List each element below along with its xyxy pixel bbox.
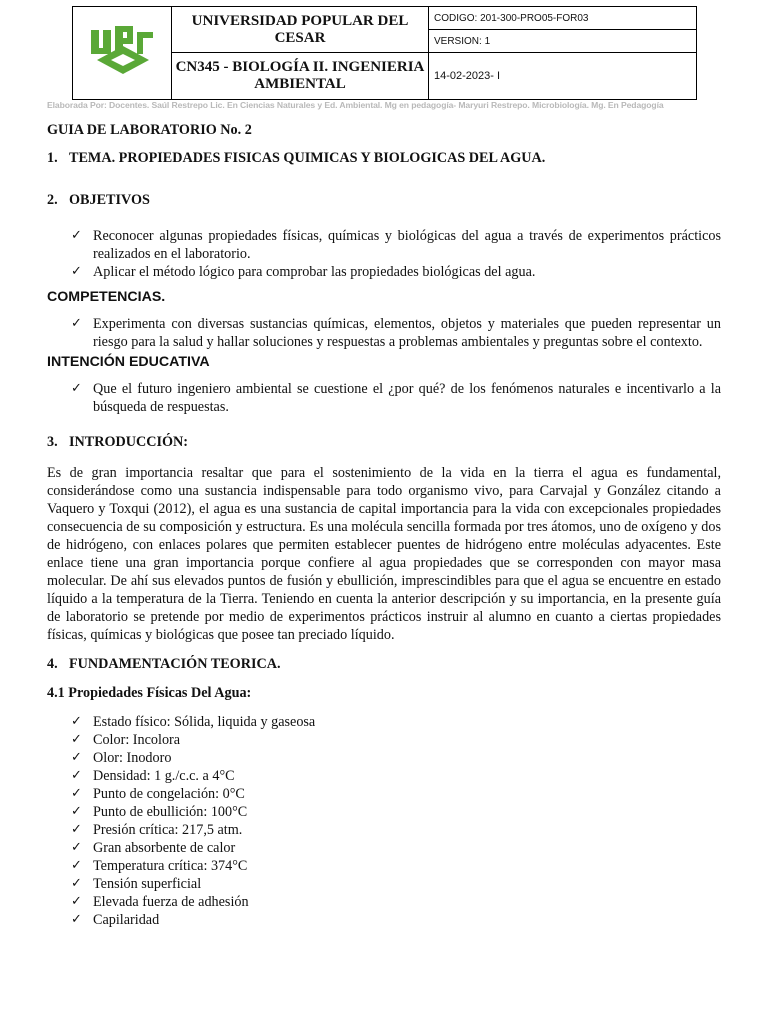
checkmark-icon: ✓	[71, 858, 82, 873]
checkmark-icon: ✓	[71, 804, 82, 819]
list-item: ✓ Gran absorbente de calor	[71, 840, 236, 856]
guide-title: GUIA DE LABORATORIO No. 2	[47, 122, 252, 138]
checkmark-icon: ✓	[71, 822, 82, 837]
objetivos-list	[47, 227, 721, 281]
checkmark-icon: ✓	[71, 381, 82, 396]
list-item: ✓ Densidad: 1 g./c.c. a 4°C	[71, 768, 235, 784]
checkmark-icon: ✓	[71, 876, 82, 891]
checkmark-icon: ✓	[71, 714, 82, 729]
list-item: ✓ Aplicar el método lógico para comprobar las propiedades biológicas del agua.	[71, 264, 536, 280]
section-tema	[47, 149, 721, 167]
upc-logo-icon	[87, 20, 157, 82]
section-title: OBJETIVOS	[69, 192, 150, 208]
checkmark-icon: ✓	[71, 894, 82, 909]
section-introduccion	[47, 433, 721, 451]
list-item: ✓ Olor: Inodoro	[71, 750, 172, 766]
list-item: ✓ Estado físico: Sólida, liquida y gaseosa	[71, 714, 316, 730]
document-body	[47, 121, 721, 929]
subsection-title: 4.1 Propiedades Físicas Del Agua:	[47, 685, 252, 701]
list-item: ✓ Experimenta con diversas sustancias químicas, elementos, objetos y materiales que pueden representar un riesgo para la salud y hallar soluciones y respuestas a problemas ambientales y preguntas sobre el contexto.	[71, 316, 721, 350]
list-item: ✓ Tensión superficial	[71, 876, 202, 892]
checkmark-icon: ✓	[71, 228, 82, 243]
intencion-list	[47, 380, 721, 416]
section-title: TEMA. PROPIEDADES FISICAS QUIMICAS Y BIOLOGICAS DEL AGUA.	[69, 150, 546, 166]
list-item: ✓ Elevada fuerza de adhesión	[71, 894, 249, 910]
checkmark-icon: ✓	[71, 732, 82, 747]
course-title: CN345 - BIOLOGÍA II. INGENIERIA AMBIENTAL	[172, 53, 429, 100]
university-name: UNIVERSIDAD POPULAR DEL CESAR	[172, 7, 429, 53]
section-number: 4.	[47, 656, 58, 672]
author-note: Elaborada Por: Docentes. Saúl Restrepo Lic. En Ciencias Naturales y Ed. Ambiental. Mg en pedagogía- Maryuri Restrepo. Microbiología. Mg. En Pedagogía	[47, 100, 664, 110]
propiedades-list	[47, 713, 721, 929]
document-code: CODIGO: 201-300-PRO05-FOR03	[429, 7, 697, 30]
list-item: ✓ Color: Incolora	[71, 732, 181, 748]
section-number: 2.	[47, 192, 58, 208]
section-number: 3.	[47, 434, 58, 450]
checkmark-icon: ✓	[71, 786, 82, 801]
intencion-title: INTENCIÓN EDUCATIVA	[47, 354, 210, 370]
section-title: INTRODUCCIÓN:	[69, 434, 189, 450]
section-title: FUNDAMENTACIÓN TEORICA.	[69, 656, 281, 672]
introduccion-paragraph: Es de gran importancia resaltar que para el sostenimiento de la vida en la tierra el agua es fundamental, considerándose como una sustancia indispensable para todo organismo vivo, para Carvajal y González citando a Vaquero y Toxqui (2012), el agua es una sustancia de capital importancia para la vida con excepcionales propiedades consecuencia de su composición y estructura. Es una molécula sencilla formada por tres átomos, uno de oxígeno y dos de hidrógeno, con enlaces polares que permiten establecer puentes de hidrógeno entre moléculas adyacentes. Este enlace tiene una gran importancia porque confiere al agua propiedades que se corresponden con mayor masa molecular. De ahí sus elevados puntos de fusión y ebullición, imprescindibles para que el agua se encuentre en estado líquido a la temperatura de la Tierra. Teniendo en cuenta la anterior descripción y su importancia, en la presente guía de laboratorio se pretende por medio de experimentos prácticos instruir al alumno en cuanto a ciertas propiedades físicas, químicas y biológicas que posee tan preciado líquido.	[47, 465, 721, 643]
checkmark-icon: ✓	[71, 768, 82, 783]
university-logo	[73, 7, 172, 100]
list-item: ✓ Reconocer algunas propiedades físicas, químicas y biológicas del agua a través de experimentos prácticos realizados en el laboratorio.	[71, 228, 721, 262]
competencias-title: COMPETENCIAS.	[47, 289, 166, 305]
list-item: ✓ Capilaridad	[71, 912, 160, 928]
document-version: VERSION: 1	[429, 30, 697, 53]
section-objetivos	[47, 191, 721, 209]
list-item: ✓ Punto de congelación: 0°C	[71, 786, 245, 802]
checkmark-icon: ✓	[71, 840, 82, 855]
competencias-list	[47, 315, 721, 351]
checkmark-icon: ✓	[71, 750, 82, 765]
section-number: 1.	[47, 150, 58, 166]
checkmark-icon: ✓	[71, 316, 82, 331]
document-header	[72, 6, 697, 100]
list-item: ✓ Temperatura crítica: 374°C	[71, 858, 248, 874]
section-fundamentacion	[47, 655, 721, 673]
checkmark-icon: ✓	[71, 912, 82, 927]
document-date: 14-02-2023- I	[429, 53, 697, 100]
list-item: ✓ Que el futuro ingeniero ambiental se cuestione el ¿por qué? de los fenómenos naturales e incentivarlo a la búsqueda de respuestas.	[71, 381, 721, 415]
list-item: ✓ Punto de ebullición: 100°C	[71, 804, 248, 820]
list-item: ✓ Presión crítica: 217,5 atm.	[71, 822, 243, 838]
checkmark-icon: ✓	[71, 264, 82, 279]
